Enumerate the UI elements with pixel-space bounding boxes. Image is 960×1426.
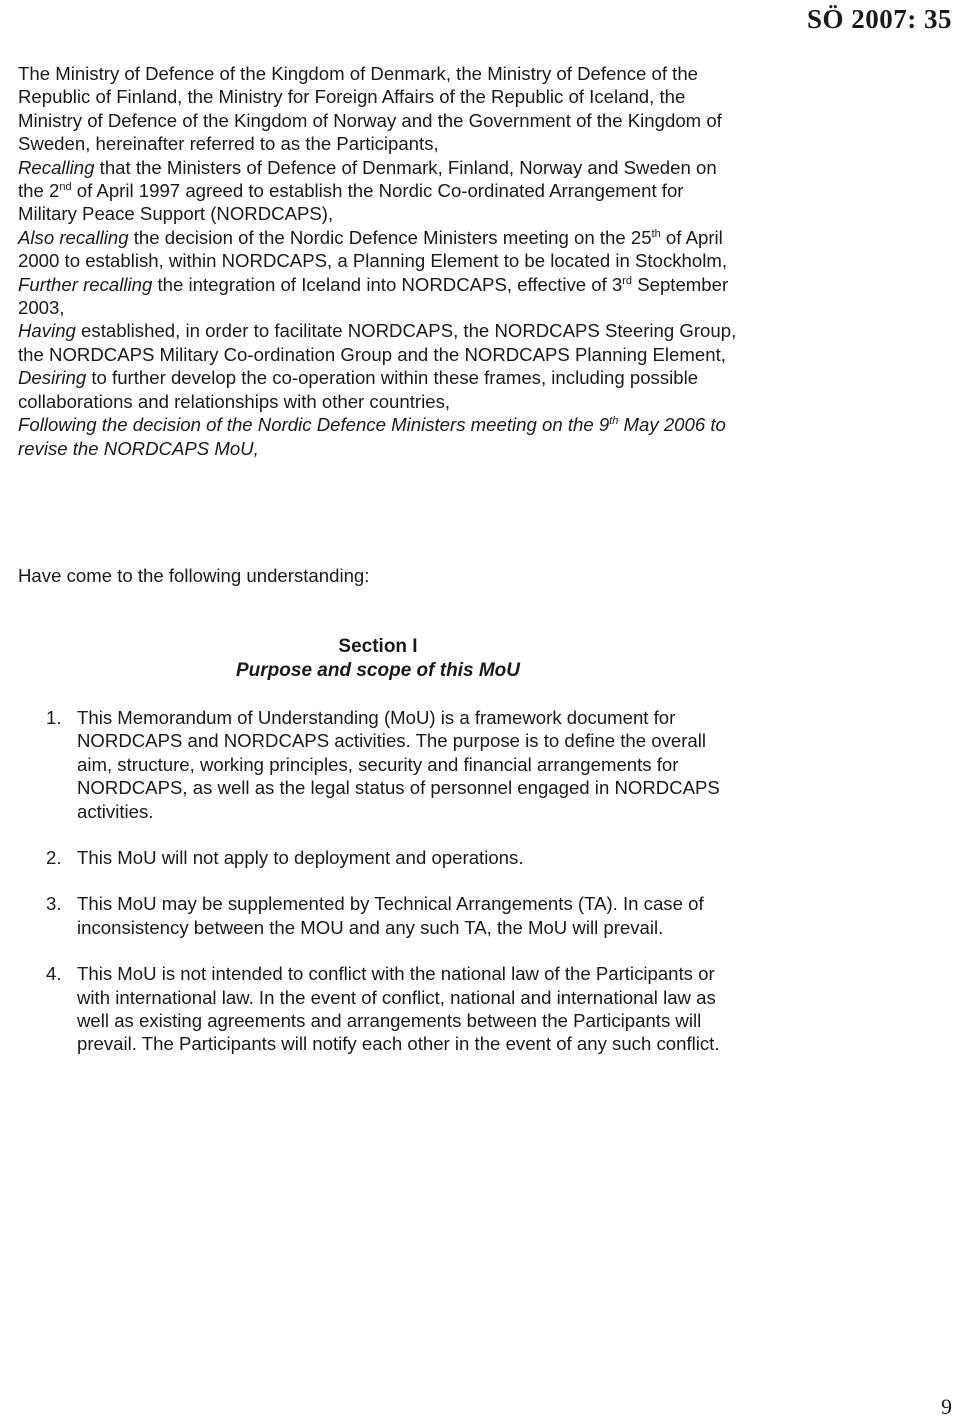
preamble-intro: The Ministry of Defence of the Kingdom of Denmark, the Ministry of Defence of the Republic of Finland, the Ministry for Foreign Affairs of the Republic of Iceland, the Ministry of Defence of the Kingdom of Norway and the Government of the Kingdom of Sweden, hereinafter referred to as the Participants,	[18, 63, 722, 155]
section-title: Section I	[338, 636, 418, 657]
page-number: 9	[941, 1394, 952, 1419]
numbered-clauses	[38, 706, 728, 1079]
understanding-statement: Have come to the following understanding:	[18, 565, 370, 586]
preamble-following: Following the decision of the Nordic Defence Ministers meeting on the 9th May 2006 to revise the NORDCAPS MoU,	[18, 414, 726, 459]
document-reference-code: SÖ 2007: 35	[806, 4, 952, 34]
clause-number: 4.	[46, 963, 62, 985]
clause-text: This MoU may be supplemented by Technical Arrangements (TA). In case of inconsistency between the MOU and any such TA, the MoU will prevail.	[77, 893, 704, 938]
clause-number: 3.	[46, 893, 62, 915]
clause-text: This MoU will not apply to deployment and operations.	[77, 847, 524, 869]
clause-item	[38, 846, 728, 869]
recital-lead: Also recalling	[18, 226, 129, 248]
clause-item	[38, 962, 728, 1056]
recital-lead: Having	[18, 320, 76, 342]
section-subtitle: Purpose and scope of this MoU	[236, 660, 520, 681]
recital-lead: Further recalling	[18, 273, 153, 295]
clause-item	[38, 892, 728, 939]
preamble-desiring: Desiring to further develop the co-operation within these frames, including possible collaborations and relationships with other countries,	[18, 367, 699, 412]
clause-item	[38, 706, 728, 823]
clause-number: 2.	[46, 847, 62, 869]
clause-text: This MoU is not intended to conflict with the national law of the Participants or with international law. In the event of conflict, national and international law as well as existing agreements and arrangements between the Participants will prevail. The Participants will notify each other in the event of any such conflict.	[77, 963, 720, 1055]
section-heading	[18, 635, 738, 683]
recital-lead: Desiring	[18, 367, 87, 389]
preamble-recalling: Recalling that the Ministers of Defence of Denmark, Finland, Norway and Sweden on the 2nd of April 1997 agreed to establish the Nordic Co-ordinated Arrangement for Military Peace Support (NORDCAPS),	[18, 156, 717, 225]
clause-text: This Memorandum of Understanding (MoU) is a framework document for NORDCAPS and NORDCAPS activities. The purpose is to define the overall aim, structure, working principles, security and financial arrangements for NORDCAPS, as well as the legal status of personnel engaged in NORDCAPS activities.	[77, 707, 720, 822]
preamble-having: Having established, in order to facilitate NORDCAPS, the NORDCAPS Steering Group, the NORDCAPS Military Co-ordination Group and the NORDCAPS Planning Element,	[18, 320, 737, 365]
preamble	[18, 62, 738, 460]
clause-number: 1.	[46, 707, 62, 728]
preamble-further-recalling: Further recalling the integration of Iceland into NORDCAPS, effective of 3rd September 2003,	[18, 273, 729, 319]
preamble-also-recalling: Also recalling the decision of the Nordic Defence Ministers meeting on the 25th of April 2000 to establish, within NORDCAPS, a Planning Element to be located in Stockholm,	[18, 226, 728, 272]
recital-lead: Recalling	[18, 156, 95, 178]
